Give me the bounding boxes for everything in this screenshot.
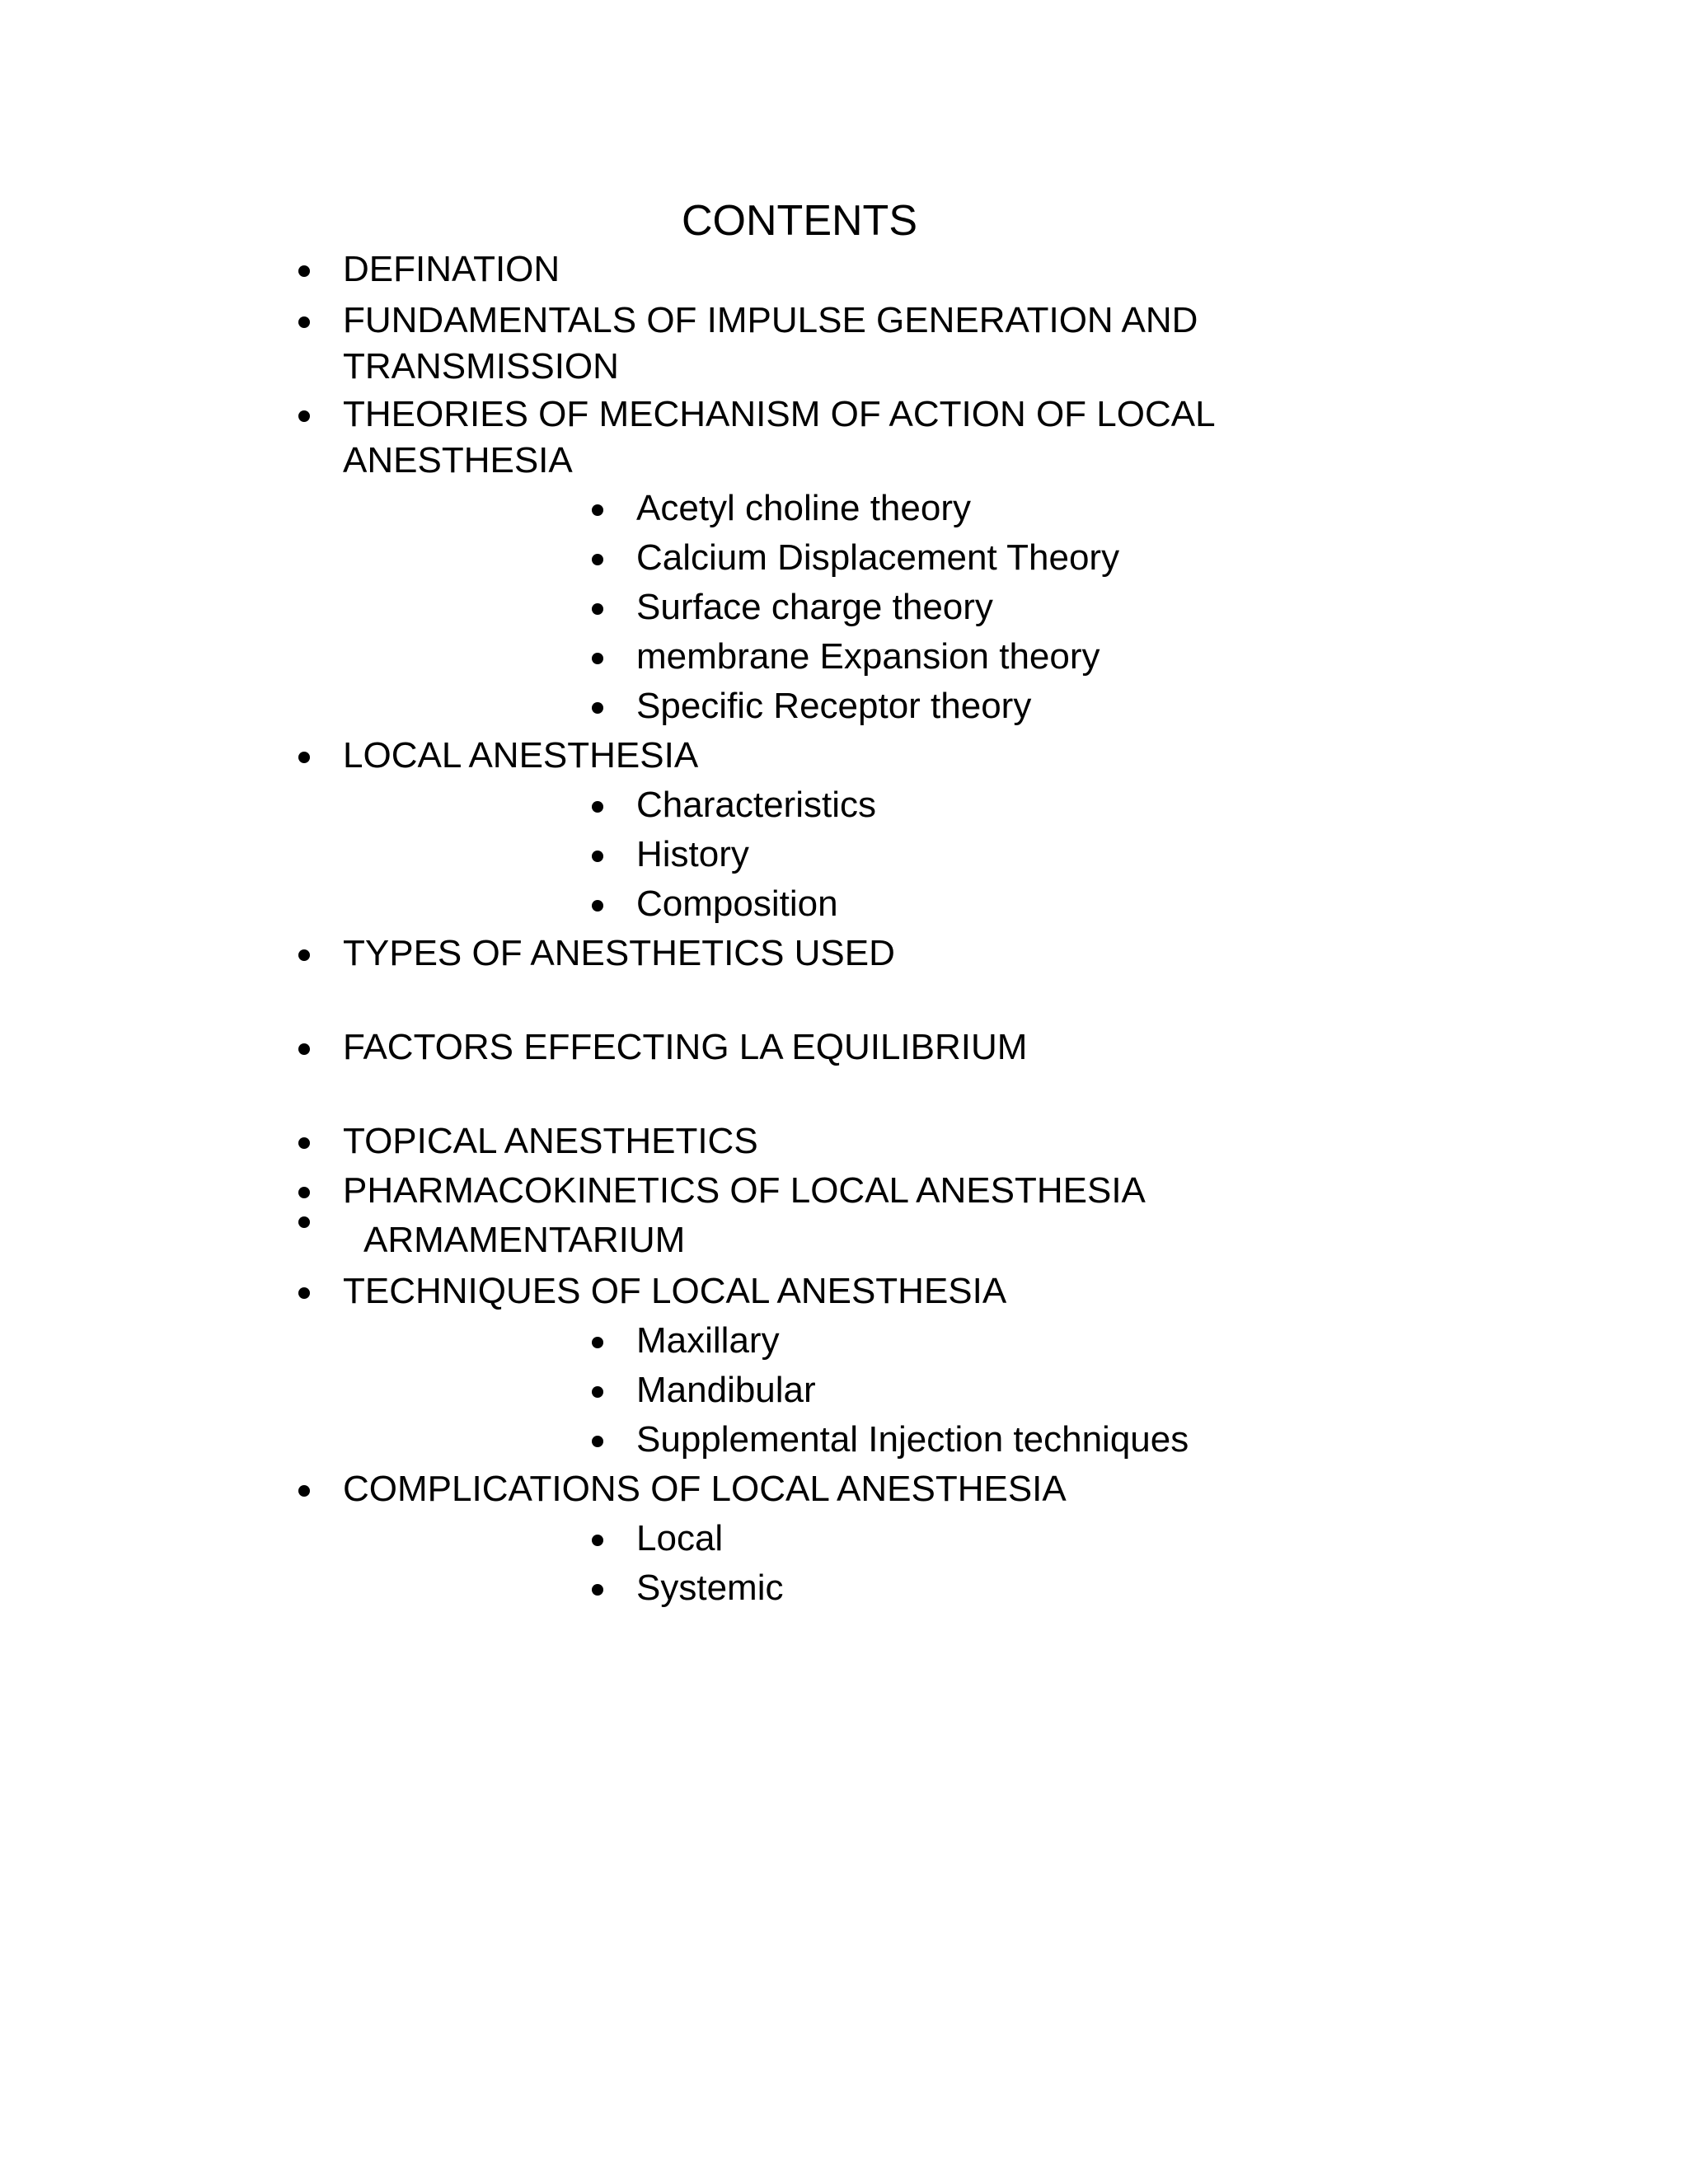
bullet-icon	[298, 410, 310, 422]
contents-item-label: TECHNIQUES OF LOCAL ANESTHESIA	[343, 1271, 1007, 1311]
contents-subitem	[636, 880, 838, 928]
contents-item-pharmacokinetics	[343, 1167, 1146, 1215]
contents-subitem-label: Local	[636, 1518, 724, 1558]
bullet-icon	[298, 316, 310, 328]
contents-subitem	[636, 682, 1031, 730]
contents-item-fundamentals	[343, 297, 1198, 344]
bullet-icon	[592, 1386, 603, 1398]
contents-item-label: PHARMACOKINETICS OF LOCAL ANESTHESIA	[343, 1170, 1146, 1211]
contents-subitem-label: Calcium Displacement Theory	[636, 537, 1120, 578]
contents-item-label-continuation: TRANSMISSION	[343, 346, 619, 387]
contents-item-label: ARMAMENTARIUM	[363, 1220, 686, 1260]
contents-subitem-label: Supplemental Injection techniques	[636, 1419, 1189, 1460]
contents-subitem	[636, 1564, 783, 1612]
contents-item-label-continuation: ANESTHESIA	[343, 440, 573, 480]
contents-subitem-label: Systemic	[636, 1568, 784, 1608]
bullet-icon	[592, 653, 603, 664]
contents-subitem-label: Characteristics	[636, 785, 876, 825]
bullet-icon	[298, 1043, 310, 1055]
bullet-icon	[298, 1485, 310, 1497]
contents-subitem	[636, 583, 993, 631]
contents-item-topical	[343, 1118, 758, 1165]
contents-subitem	[636, 831, 749, 879]
contents-item-defination	[343, 246, 560, 293]
contents-item-label: FACTORS EFFECTING LA EQUILIBRIUM	[343, 1027, 1028, 1067]
contents-subitem	[636, 1515, 723, 1563]
bullet-icon	[592, 603, 603, 615]
bullet-icon	[592, 504, 603, 516]
bullet-icon	[592, 554, 603, 565]
contents-subitem	[636, 633, 1100, 681]
contents-item-local-anesthesia	[343, 732, 698, 780]
bullet-icon	[592, 1584, 603, 1596]
contents-subitem-label: Maxillary	[636, 1320, 780, 1361]
contents-subitem	[636, 1317, 780, 1365]
bullet-icon	[592, 1535, 603, 1546]
contents-item-techniques	[343, 1268, 1006, 1315]
contents-item-continuation	[343, 437, 573, 485]
contents-subitem	[636, 1416, 1189, 1464]
bullet-icon	[592, 1436, 603, 1447]
contents-item-theories	[343, 391, 1216, 438]
contents-item-label: TYPES OF ANESTHETICS USED	[343, 933, 895, 973]
contents-item-label: TOPICAL ANESTHETICS	[343, 1121, 758, 1161]
bullet-icon	[592, 801, 603, 813]
contents-item-label: THEORIES OF MECHANISM OF ACTION OF LOCAL	[343, 394, 1216, 434]
bullet-icon	[298, 949, 310, 961]
bullet-icon	[298, 1187, 310, 1198]
contents-subitem	[636, 781, 876, 829]
page-title: CONTENTS	[682, 197, 917, 245]
contents-subitem-label: History	[636, 834, 749, 874]
bullet-icon	[298, 1287, 310, 1299]
contents-item-label: FUNDAMENTALS OF IMPULSE GENERATION AND	[343, 300, 1198, 340]
contents-item-complications	[343, 1465, 1067, 1513]
contents-item-continuation	[343, 343, 619, 391]
bullet-icon	[298, 265, 310, 277]
contents-subitem	[636, 1366, 816, 1414]
contents-subitem-label: Composition	[636, 883, 838, 924]
contents-subitem-label: membrane Expansion theory	[636, 636, 1100, 677]
bullet-icon	[592, 1337, 603, 1348]
bullet-icon	[298, 752, 310, 763]
contents-item-label: LOCAL ANESTHESIA	[343, 735, 699, 776]
bullet-icon	[592, 851, 603, 862]
bullet-icon	[298, 1216, 310, 1228]
contents-item-armamentarium	[363, 1216, 685, 1264]
contents-subitem-label: Specific Receptor theory	[636, 686, 1032, 726]
contents-item-label: COMPLICATIONS OF LOCAL ANESTHESIA	[343, 1469, 1067, 1509]
bullet-icon	[298, 1137, 310, 1149]
contents-item-label: DEFINATION	[343, 249, 560, 289]
contents-subitem-label: Acetyl choline theory	[636, 488, 971, 528]
contents-subitem	[636, 485, 971, 532]
contents-item-factors	[343, 1024, 1027, 1071]
contents-subitem-label: Surface charge theory	[636, 587, 993, 627]
contents-subitem	[636, 534, 1119, 582]
bullet-icon	[592, 900, 603, 912]
bullet-icon	[592, 702, 603, 714]
contents-subitem-label: Mandibular	[636, 1370, 816, 1410]
contents-item-types	[343, 930, 895, 977]
